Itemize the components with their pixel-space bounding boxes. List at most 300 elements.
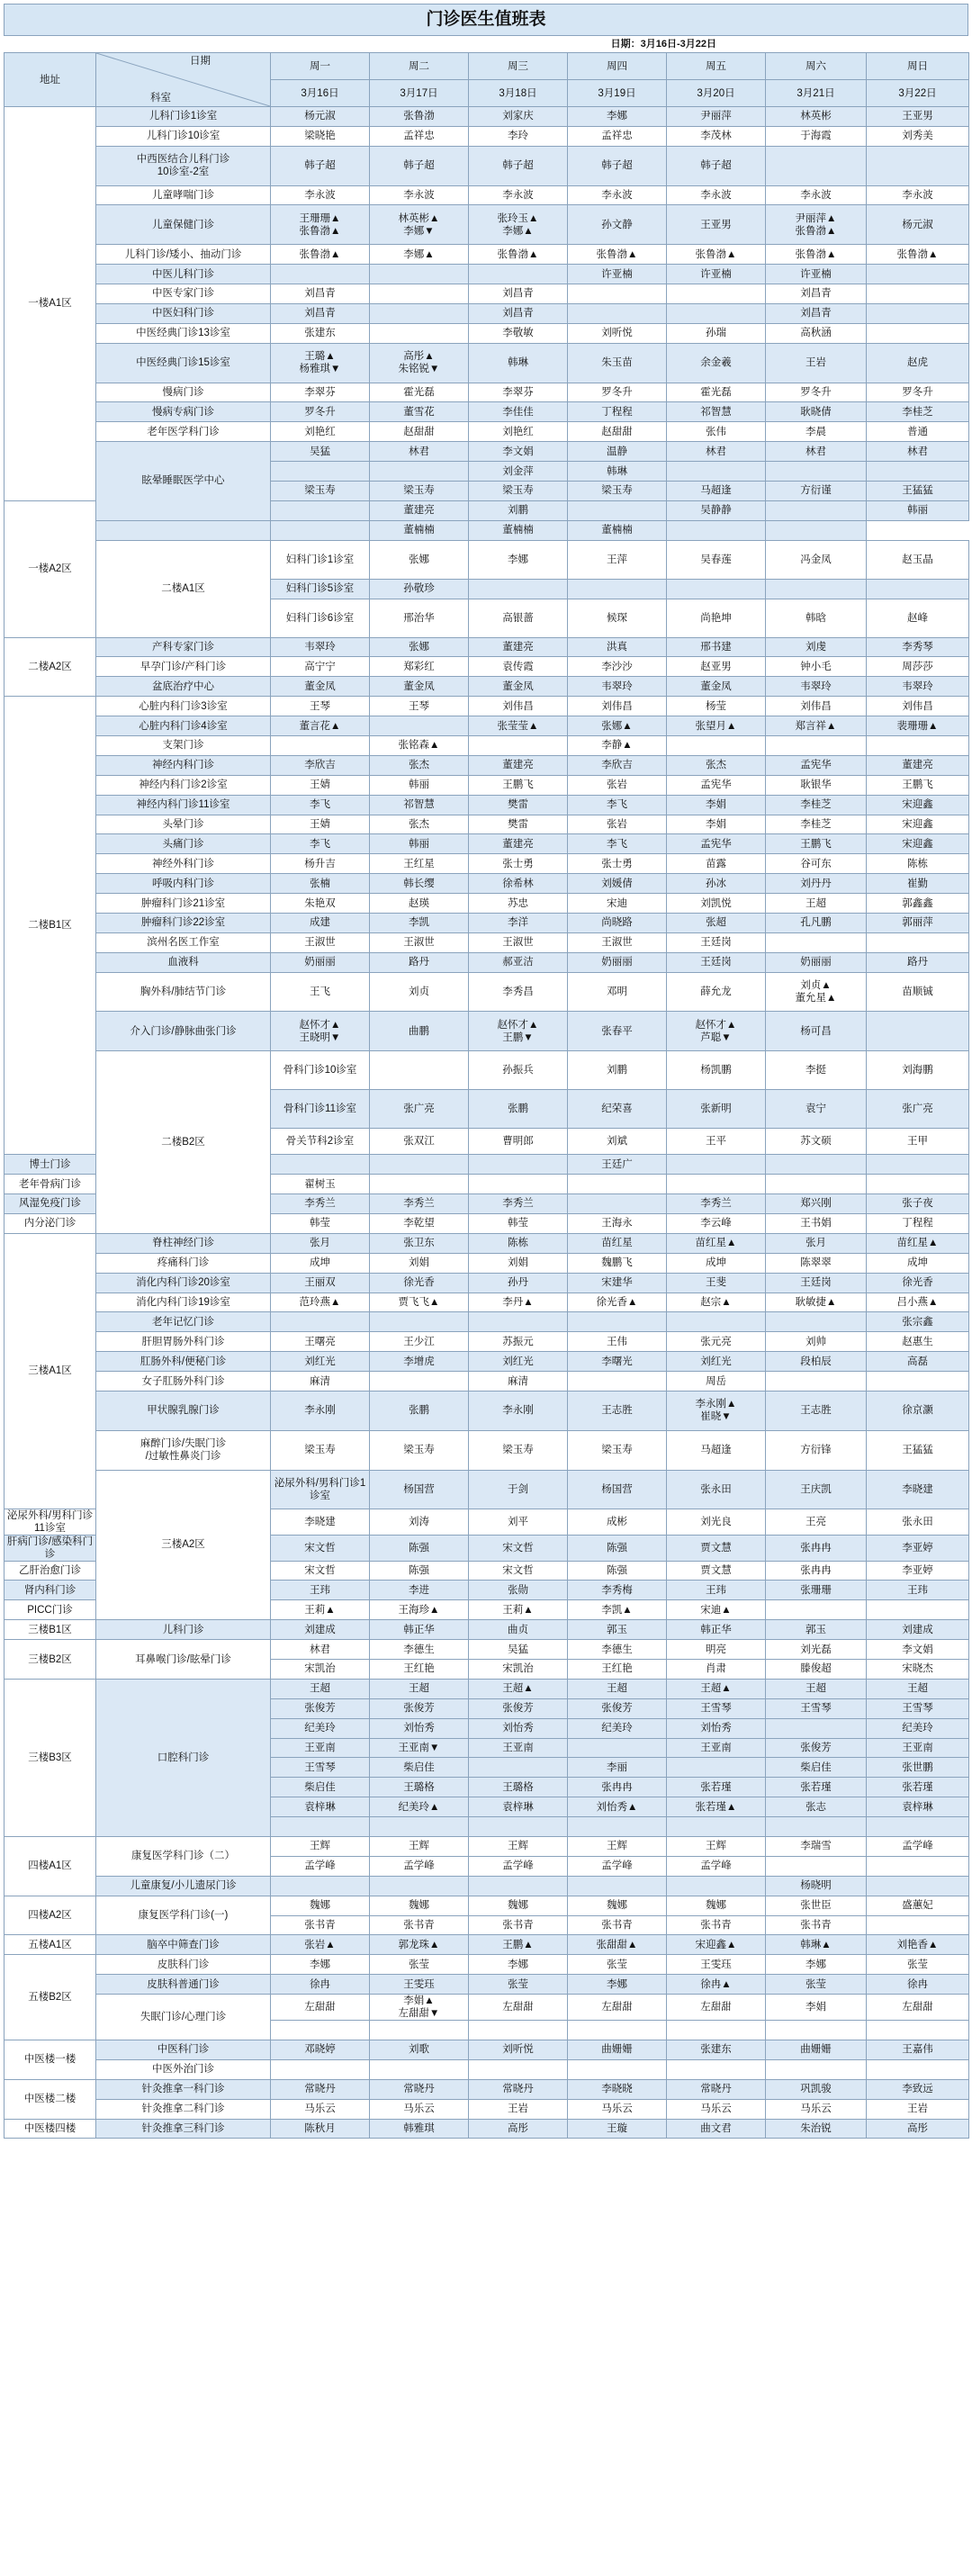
doctor-cell: 高秋涵 (766, 323, 867, 343)
table-row (4, 1470, 969, 1509)
doctor-cell: 刘昌青 (271, 303, 370, 323)
department-cell: 肿瘤科门诊21诊室 (96, 894, 271, 914)
doctor-cell: 王璐▲ 杨雅琪▼ (271, 343, 370, 383)
doctor-cell: 张建东 (271, 323, 370, 343)
header-date: 3月18日 (469, 80, 568, 107)
doctor-cell: 刘娟 (370, 1253, 469, 1273)
department-cell: 妇科门诊6诊室 (271, 599, 370, 637)
doctor-cell: 董楠楠 (568, 520, 667, 540)
doctor-cell: 张若瑾▲ (667, 1797, 766, 1817)
table-row (4, 205, 969, 245)
doctor-cell: 王超 (867, 1679, 969, 1698)
doctor-cell: 李永波 (667, 185, 766, 205)
table-row (4, 402, 969, 422)
doctor-cell: 宋迎鑫 (867, 834, 969, 854)
doctor-cell: 王珊珊▲ 张鲁渤▲ (271, 205, 370, 245)
doctor-cell: 韩子超 (667, 146, 766, 185)
area-cell: 二楼A2区 (4, 637, 96, 697)
doctor-cell: 魏娜 (667, 1896, 766, 1915)
department-cell: 神经内科门诊 (96, 755, 271, 775)
doctor-cell: 李秀昌 (469, 972, 568, 1012)
doctor-cell: 刘伟昌 (867, 697, 969, 716)
doctor-cell: 张士勇 (469, 854, 568, 874)
department-cell: 老年记忆门诊 (96, 1312, 271, 1332)
doctor-cell: 刘怡秀▲ (568, 1797, 667, 1817)
doctor-cell (370, 303, 469, 323)
area-cell: 五楼B2区 (4, 1955, 96, 2040)
doctor-cell: 杨国营 (568, 1470, 667, 1509)
doctor-cell: 张建东 (667, 2040, 766, 2060)
doctor-cell: 刘贞▲ 董允星▲ (766, 972, 867, 1012)
doctor-cell: 刘听悦 (469, 2040, 568, 2060)
doctor-cell: 刘帅 (766, 1332, 867, 1352)
doctor-cell: 董金凤 (469, 677, 568, 697)
doctor-cell: 王红艳 (568, 1660, 667, 1680)
doctor-cell (667, 1155, 766, 1175)
doctor-cell: 许亚楠 (568, 265, 667, 284)
doctor-cell: 李挺 (766, 1051, 867, 1090)
table-row (4, 343, 969, 383)
doctor-cell: 张俊芳 (568, 1698, 667, 1718)
area-cell: 三楼B1区 (4, 1620, 96, 1640)
doctor-cell: 吴猛 (271, 442, 370, 462)
doctor-cell: 韩莹 (469, 1213, 568, 1233)
doctor-cell: 张新明 (667, 1090, 766, 1129)
doctor-cell: 李永刚 (469, 1391, 568, 1430)
table-row (4, 1620, 969, 1640)
doctor-cell: 徐光香 (370, 1273, 469, 1293)
doctor-cell (867, 1817, 969, 1837)
doctor-cell: 梁玉寿 (271, 1430, 370, 1470)
doctor-cell: 张广亮 (370, 1090, 469, 1129)
table-row (4, 894, 969, 914)
doctor-cell: 王岩 (867, 2099, 969, 2119)
header-week: 周四 (568, 53, 667, 80)
header-date: 3月22日 (867, 80, 969, 107)
doctor-cell: 宋文哲 (469, 1535, 568, 1561)
doctor-cell: 赵虎 (867, 343, 969, 383)
doctor-cell: 樊雷 (469, 815, 568, 834)
doctor-cell: 宋凯治 (271, 1660, 370, 1680)
doctor-cell: 王亚南▼ (370, 1738, 469, 1758)
doctor-cell: 李永波 (867, 185, 969, 205)
doctor-cell: 苏文硕 (766, 1129, 867, 1155)
doctor-cell: 成坤 (271, 1253, 370, 1273)
doctor-cell: 孟宪华 (766, 755, 867, 775)
doctor-cell (568, 2021, 667, 2040)
department-cell: 骨关节科2诊室 (271, 1129, 370, 1155)
doctor-cell: 董金凤 (271, 677, 370, 697)
doctor-cell: 李欣吉 (568, 755, 667, 775)
schedule-table (4, 52, 969, 2139)
doctor-cell: 张莹 (766, 1975, 867, 1995)
doctor-cell: 刘建成 (867, 1620, 969, 1640)
doctor-cell: 张杰 (667, 755, 766, 775)
doctor-cell (271, 735, 370, 755)
doctor-cell: 李娟 (667, 815, 766, 834)
doctor-cell: 王辉 (370, 1837, 469, 1857)
doctor-cell: 陈翠翠 (766, 1253, 867, 1273)
doctor-cell: 成坤 (667, 1253, 766, 1273)
doctor-cell: 王飞 (271, 972, 370, 1012)
doctor-cell: 赵瑛 (370, 894, 469, 914)
table-row (4, 735, 969, 755)
table-row (4, 755, 969, 775)
doctor-cell: 王岩 (766, 343, 867, 383)
doctor-cell (568, 1194, 667, 1214)
doctor-cell (867, 2059, 969, 2079)
doctor-cell: 李娜 (568, 1975, 667, 1995)
header-diagonal-cell (96, 53, 271, 107)
department-cell: 慢病门诊 (96, 383, 271, 402)
doctor-cell: 林君 (667, 442, 766, 462)
doctor-cell: 李茂林 (667, 126, 766, 146)
area-cell: 四楼A1区 (4, 1837, 96, 1896)
doctor-cell: 王辉 (469, 1837, 568, 1857)
doctor-cell: 王玮 (867, 1581, 969, 1600)
doctor-cell: 贾文慧 (667, 1535, 766, 1561)
department-cell: 儿科门诊 (96, 1620, 271, 1640)
doctor-cell: 马超逢 (667, 1430, 766, 1470)
department-cell: 老年骨病门诊 (4, 1175, 96, 1194)
doctor-cell: 韩丽 (867, 500, 969, 520)
doctor-cell: 董建亮 (469, 755, 568, 775)
doctor-cell: 宋文哲 (271, 1535, 370, 1561)
doctor-cell: 王雪琴 (271, 1758, 370, 1778)
doctor-cell (271, 265, 370, 284)
department-cell: 女子肛肠外科门诊 (96, 1372, 271, 1392)
doctor-cell: 孟宪华 (667, 834, 766, 854)
table-row (4, 520, 969, 540)
doctor-cell: 王淑世 (370, 932, 469, 952)
doctor-cell (568, 1175, 667, 1194)
department-cell: 血液科 (96, 952, 271, 972)
doctor-cell: 刘凯悦 (667, 894, 766, 914)
doctor-cell: 张书青 (370, 1915, 469, 1935)
doctor-cell: 郑彩红 (370, 657, 469, 677)
doctor-cell (667, 2021, 766, 2040)
doctor-cell: 李永波 (568, 185, 667, 205)
doctor-cell (96, 520, 271, 540)
doctor-cell: 董建亮 (370, 500, 469, 520)
doctor-cell: 梁玉寿 (469, 1430, 568, 1470)
doctor-cell: 李德生 (568, 1640, 667, 1660)
doctor-cell: 张莹 (568, 1955, 667, 1975)
doctor-cell: 李娜 (568, 107, 667, 127)
doctor-cell: 张广亮 (867, 1090, 969, 1129)
doctor-cell: 李娟 (667, 795, 766, 815)
doctor-cell: 韩子超 (271, 146, 370, 185)
doctor-cell: 余金羲 (667, 343, 766, 383)
doctor-cell (568, 579, 667, 599)
doctor-cell: 郭玉 (766, 1620, 867, 1640)
doctor-cell (766, 1175, 867, 1194)
department-cell: PICC门诊 (4, 1600, 96, 1620)
doctor-cell: 曲鹏 (370, 1012, 469, 1051)
area-cell: 一楼A1区 (4, 107, 96, 501)
doctor-cell (370, 1372, 469, 1392)
doctor-cell: 韩长缨 (370, 874, 469, 894)
department-cell: 中医妇科门诊 (96, 303, 271, 323)
doctor-cell (667, 284, 766, 304)
table-row (4, 284, 969, 304)
doctor-cell: 孔凡鹏 (766, 914, 867, 933)
area-cell: 二楼B2区 (96, 1051, 271, 1234)
doctor-cell (667, 303, 766, 323)
header-date-label: 日期 (190, 56, 211, 67)
doctor-cell: 许亚楠 (766, 265, 867, 284)
doctor-cell: 徐光香 (867, 1273, 969, 1293)
department-cell: 脊柱神经门诊 (96, 1233, 271, 1253)
doctor-cell: 王廷广 (568, 1155, 667, 1175)
doctor-cell: 丁程程 (867, 1213, 969, 1233)
doctor-cell: 韦翠玲 (766, 677, 867, 697)
doctor-cell: 马超逢 (667, 481, 766, 500)
doctor-cell: 周莎莎 (867, 657, 969, 677)
doctor-cell: 高银蔷 (469, 599, 568, 637)
doctor-cell: 王辉 (568, 1837, 667, 1857)
doctor-cell: 韦翠玲 (271, 637, 370, 657)
doctor-cell: 罗冬升 (867, 383, 969, 402)
doctor-cell: 林君 (271, 1640, 370, 1660)
doctor-cell (766, 146, 867, 185)
department-cell: 神经内科门诊2诊室 (96, 775, 271, 795)
doctor-cell: 张甜甜▲ (568, 1935, 667, 1955)
doctor-cell: 王红艳 (370, 1660, 469, 1680)
doctor-cell: 韦翠玲 (867, 677, 969, 697)
doctor-cell (568, 284, 667, 304)
doctor-cell: 罗冬升 (568, 383, 667, 402)
doctor-cell: 李洋 (469, 914, 568, 933)
doctor-cell (867, 303, 969, 323)
doctor-cell: 魏娜 (370, 1896, 469, 1915)
doctor-cell: 李翠芬 (469, 383, 568, 402)
table-row (4, 1332, 969, 1352)
doctor-cell: 纪美玲 (867, 1718, 969, 1738)
doctor-cell: 李乾望 (370, 1213, 469, 1233)
doctor-cell: 李静▲ (568, 735, 667, 755)
doctor-cell: 董雪花 (370, 402, 469, 422)
doctor-cell: 邢书建 (667, 637, 766, 657)
table-row (4, 914, 969, 933)
doctor-cell (867, 2021, 969, 2040)
doctor-cell (667, 1817, 766, 1837)
doctor-cell: 王亚南 (469, 1738, 568, 1758)
doctor-cell: 苗顺铖 (867, 972, 969, 1012)
doctor-cell: 奶丽丽 (271, 952, 370, 972)
table-row (4, 1876, 969, 1896)
doctor-cell: 袁梓琳 (867, 1797, 969, 1817)
doctor-cell: 尚晓路 (568, 914, 667, 933)
doctor-cell: 宋文哲 (271, 1561, 370, 1581)
doctor-cell: 刘鹏 (568, 1051, 667, 1090)
doctor-cell: 李晓建 (271, 1509, 370, 1535)
doctor-cell: 王淑世 (271, 932, 370, 952)
doctor-cell: 张娜▲ (568, 716, 667, 736)
doctor-cell: 王淑世 (469, 932, 568, 952)
doctor-cell: 张世鹏 (867, 1758, 969, 1778)
area-cell: 中医楼一楼 (4, 2040, 96, 2080)
doctor-cell: 许亚楠 (667, 265, 766, 284)
doctor-cell: 张月 (271, 1233, 370, 1253)
doctor-cell: 魏娜 (469, 1896, 568, 1915)
doctor-cell: 袁梓琳 (271, 1797, 370, 1817)
doctor-cell: 张俊芳 (271, 1698, 370, 1718)
doctor-cell: 杨元淑 (867, 205, 969, 245)
doctor-cell (568, 2059, 667, 2079)
doctor-cell: 成坤 (867, 1253, 969, 1273)
doctor-cell: 王书娟 (766, 1213, 867, 1233)
doctor-cell: 韩正华 (667, 1620, 766, 1640)
doctor-cell: 赵惠生 (867, 1332, 969, 1352)
doctor-cell: 左甜甜 (667, 1995, 766, 2021)
doctor-cell: 郭龙珠▲ (370, 1935, 469, 1955)
schedule-sheet (4, 4, 968, 2139)
doctor-cell: 张书青 (271, 1915, 370, 1935)
table-row (4, 383, 969, 402)
header-date: 3月16日 (271, 80, 370, 107)
doctor-cell: 孙文静 (568, 205, 667, 245)
doctor-cell: 马乐云 (370, 2099, 469, 2119)
doctor-cell: 王曙亮 (271, 1332, 370, 1352)
doctor-cell: 李亚婷 (867, 1561, 969, 1581)
doctor-cell: 常晓丹 (667, 2079, 766, 2099)
doctor-cell (667, 520, 766, 540)
doctor-cell: 赵宗▲ (667, 1293, 766, 1312)
doctor-cell: 耿敏捷▲ (766, 1293, 867, 1312)
department-cell: 针灸推拿一科门诊 (96, 2079, 271, 2099)
doctor-cell: 马乐云 (667, 2099, 766, 2119)
header-week: 周三 (469, 53, 568, 80)
doctor-cell: 孙敬珍 (370, 579, 469, 599)
table-row (4, 1955, 969, 1975)
area-cell: 三楼A2区 (96, 1470, 271, 1620)
doctor-cell: 刘海鹏 (867, 1051, 969, 1090)
department-cell: 神经内科门诊11诊室 (96, 795, 271, 815)
doctor-cell: 宋凯治 (469, 1660, 568, 1680)
doctor-cell: 成彬 (568, 1509, 667, 1535)
doctor-cell: 王琴 (370, 697, 469, 716)
doctor-cell (667, 579, 766, 599)
department-cell: 骨科门诊11诊室 (271, 1090, 370, 1129)
doctor-cell (667, 1312, 766, 1332)
doctor-cell: 谷可东 (766, 854, 867, 874)
doctor-cell: 赵甜甜 (370, 422, 469, 442)
doctor-cell: 路丹 (867, 952, 969, 972)
doctor-cell: 刘娟 (469, 1253, 568, 1273)
doctor-cell: 王超 (766, 1679, 867, 1698)
doctor-cell: 王超▲ (469, 1679, 568, 1698)
doctor-cell (568, 1876, 667, 1896)
doctor-cell: 王甲 (867, 1129, 969, 1155)
doctor-cell: 左甜甜 (568, 1995, 667, 2021)
doctor-cell (867, 932, 969, 952)
doctor-cell: 周岳 (667, 1372, 766, 1392)
doctor-cell: 宋迎鑫▲ (667, 1935, 766, 1955)
doctor-cell: 张莹 (469, 1975, 568, 1995)
doctor-cell: 王伟 (568, 1332, 667, 1352)
doctor-cell: 张若瑾 (867, 1778, 969, 1797)
department-cell: 心脏内科门诊4诊室 (96, 716, 271, 736)
department-cell: 中医儿科门诊 (96, 265, 271, 284)
doctor-cell (867, 462, 969, 482)
doctor-cell: 孟祥忠 (568, 126, 667, 146)
doctor-cell: 韩正华 (370, 1620, 469, 1640)
doctor-cell: 贾文慧 (667, 1561, 766, 1581)
area-cell: 五楼A1区 (4, 1935, 96, 1955)
table-row (4, 1995, 969, 2021)
doctor-cell: 张双江 (370, 1129, 469, 1155)
doctor-cell (766, 500, 867, 520)
doctor-cell: 王红星 (370, 854, 469, 874)
table-row (4, 2040, 969, 2060)
table-row (4, 1372, 969, 1392)
doctor-cell: 张鹏 (469, 1090, 568, 1129)
area-cell: 三楼B2区 (4, 1640, 96, 1680)
doctor-cell: 韩雅琪 (370, 2119, 469, 2139)
doctor-cell: 张鲁渤▲ (667, 245, 766, 265)
doctor-cell: 马乐云 (568, 2099, 667, 2119)
doctor-cell: 王婧 (271, 815, 370, 834)
header-row-week (4, 53, 969, 80)
doctor-cell: 杨可昌 (766, 1012, 867, 1051)
doctor-cell (568, 1738, 667, 1758)
doctor-cell: 赵怀才▲ 芦聪▼ (667, 1012, 766, 1051)
doctor-cell: 候琛 (568, 599, 667, 637)
table-row (4, 442, 969, 462)
doctor-cell: 曹明郎 (469, 1129, 568, 1155)
doctor-cell: 李增虎 (370, 1352, 469, 1372)
header-week: 周五 (667, 53, 766, 80)
department-cell: 胸外科/肺结节门诊 (96, 972, 271, 1012)
table-row (4, 854, 969, 874)
doctor-cell: 贾飞飞▲ (370, 1293, 469, 1312)
doctor-cell: 王亮 (766, 1509, 867, 1535)
doctor-cell: 张岩 (568, 775, 667, 795)
doctor-cell: 张莹莹▲ (469, 716, 568, 736)
doctor-cell: 王亚男 (667, 205, 766, 245)
doctor-cell: 尚艳坤 (667, 599, 766, 637)
doctor-cell: 袁梓琳 (469, 1797, 568, 1817)
header-week: 周一 (271, 53, 370, 80)
doctor-cell: 王鹏飞 (766, 834, 867, 854)
doctor-cell: 董建亮 (469, 834, 568, 854)
doctor-cell: 曲姗姗 (766, 2040, 867, 2060)
doctor-cell: 苗红星 (568, 1233, 667, 1253)
department-cell: 泌尿外科/男科门诊11诊室 (4, 1509, 96, 1535)
doctor-cell: 张若瑾 (667, 1778, 766, 1797)
doctor-cell (867, 735, 969, 755)
doctor-cell: 王平 (667, 1129, 766, 1155)
doctor-cell: 董建亮 (469, 637, 568, 657)
department-cell: 心脏内科门诊3诊室 (96, 697, 271, 716)
doctor-cell: 张志 (766, 1797, 867, 1817)
doctor-cell: 王雯珏 (370, 1975, 469, 1995)
doctor-cell (867, 1600, 969, 1620)
doctor-cell (766, 1817, 867, 1837)
department-cell: 儿科门诊/矮小、抽动门诊 (96, 245, 271, 265)
doctor-cell: 左甜甜 (867, 1995, 969, 2021)
doctor-cell: 李娟▲ 左甜甜▼ (370, 1995, 469, 2021)
doctor-cell: 孟学峰 (271, 1856, 370, 1876)
doctor-cell: 邓晓婷 (271, 2040, 370, 2060)
doctor-cell: 李秀兰 (271, 1194, 370, 1214)
doctor-cell: 成建 (271, 914, 370, 933)
doctor-cell: 冯金凤 (766, 540, 867, 579)
doctor-cell: 宋晓杰 (867, 1660, 969, 1680)
doctor-cell: 高彤 (867, 2119, 969, 2139)
doctor-cell: 孟学峰 (469, 1856, 568, 1876)
